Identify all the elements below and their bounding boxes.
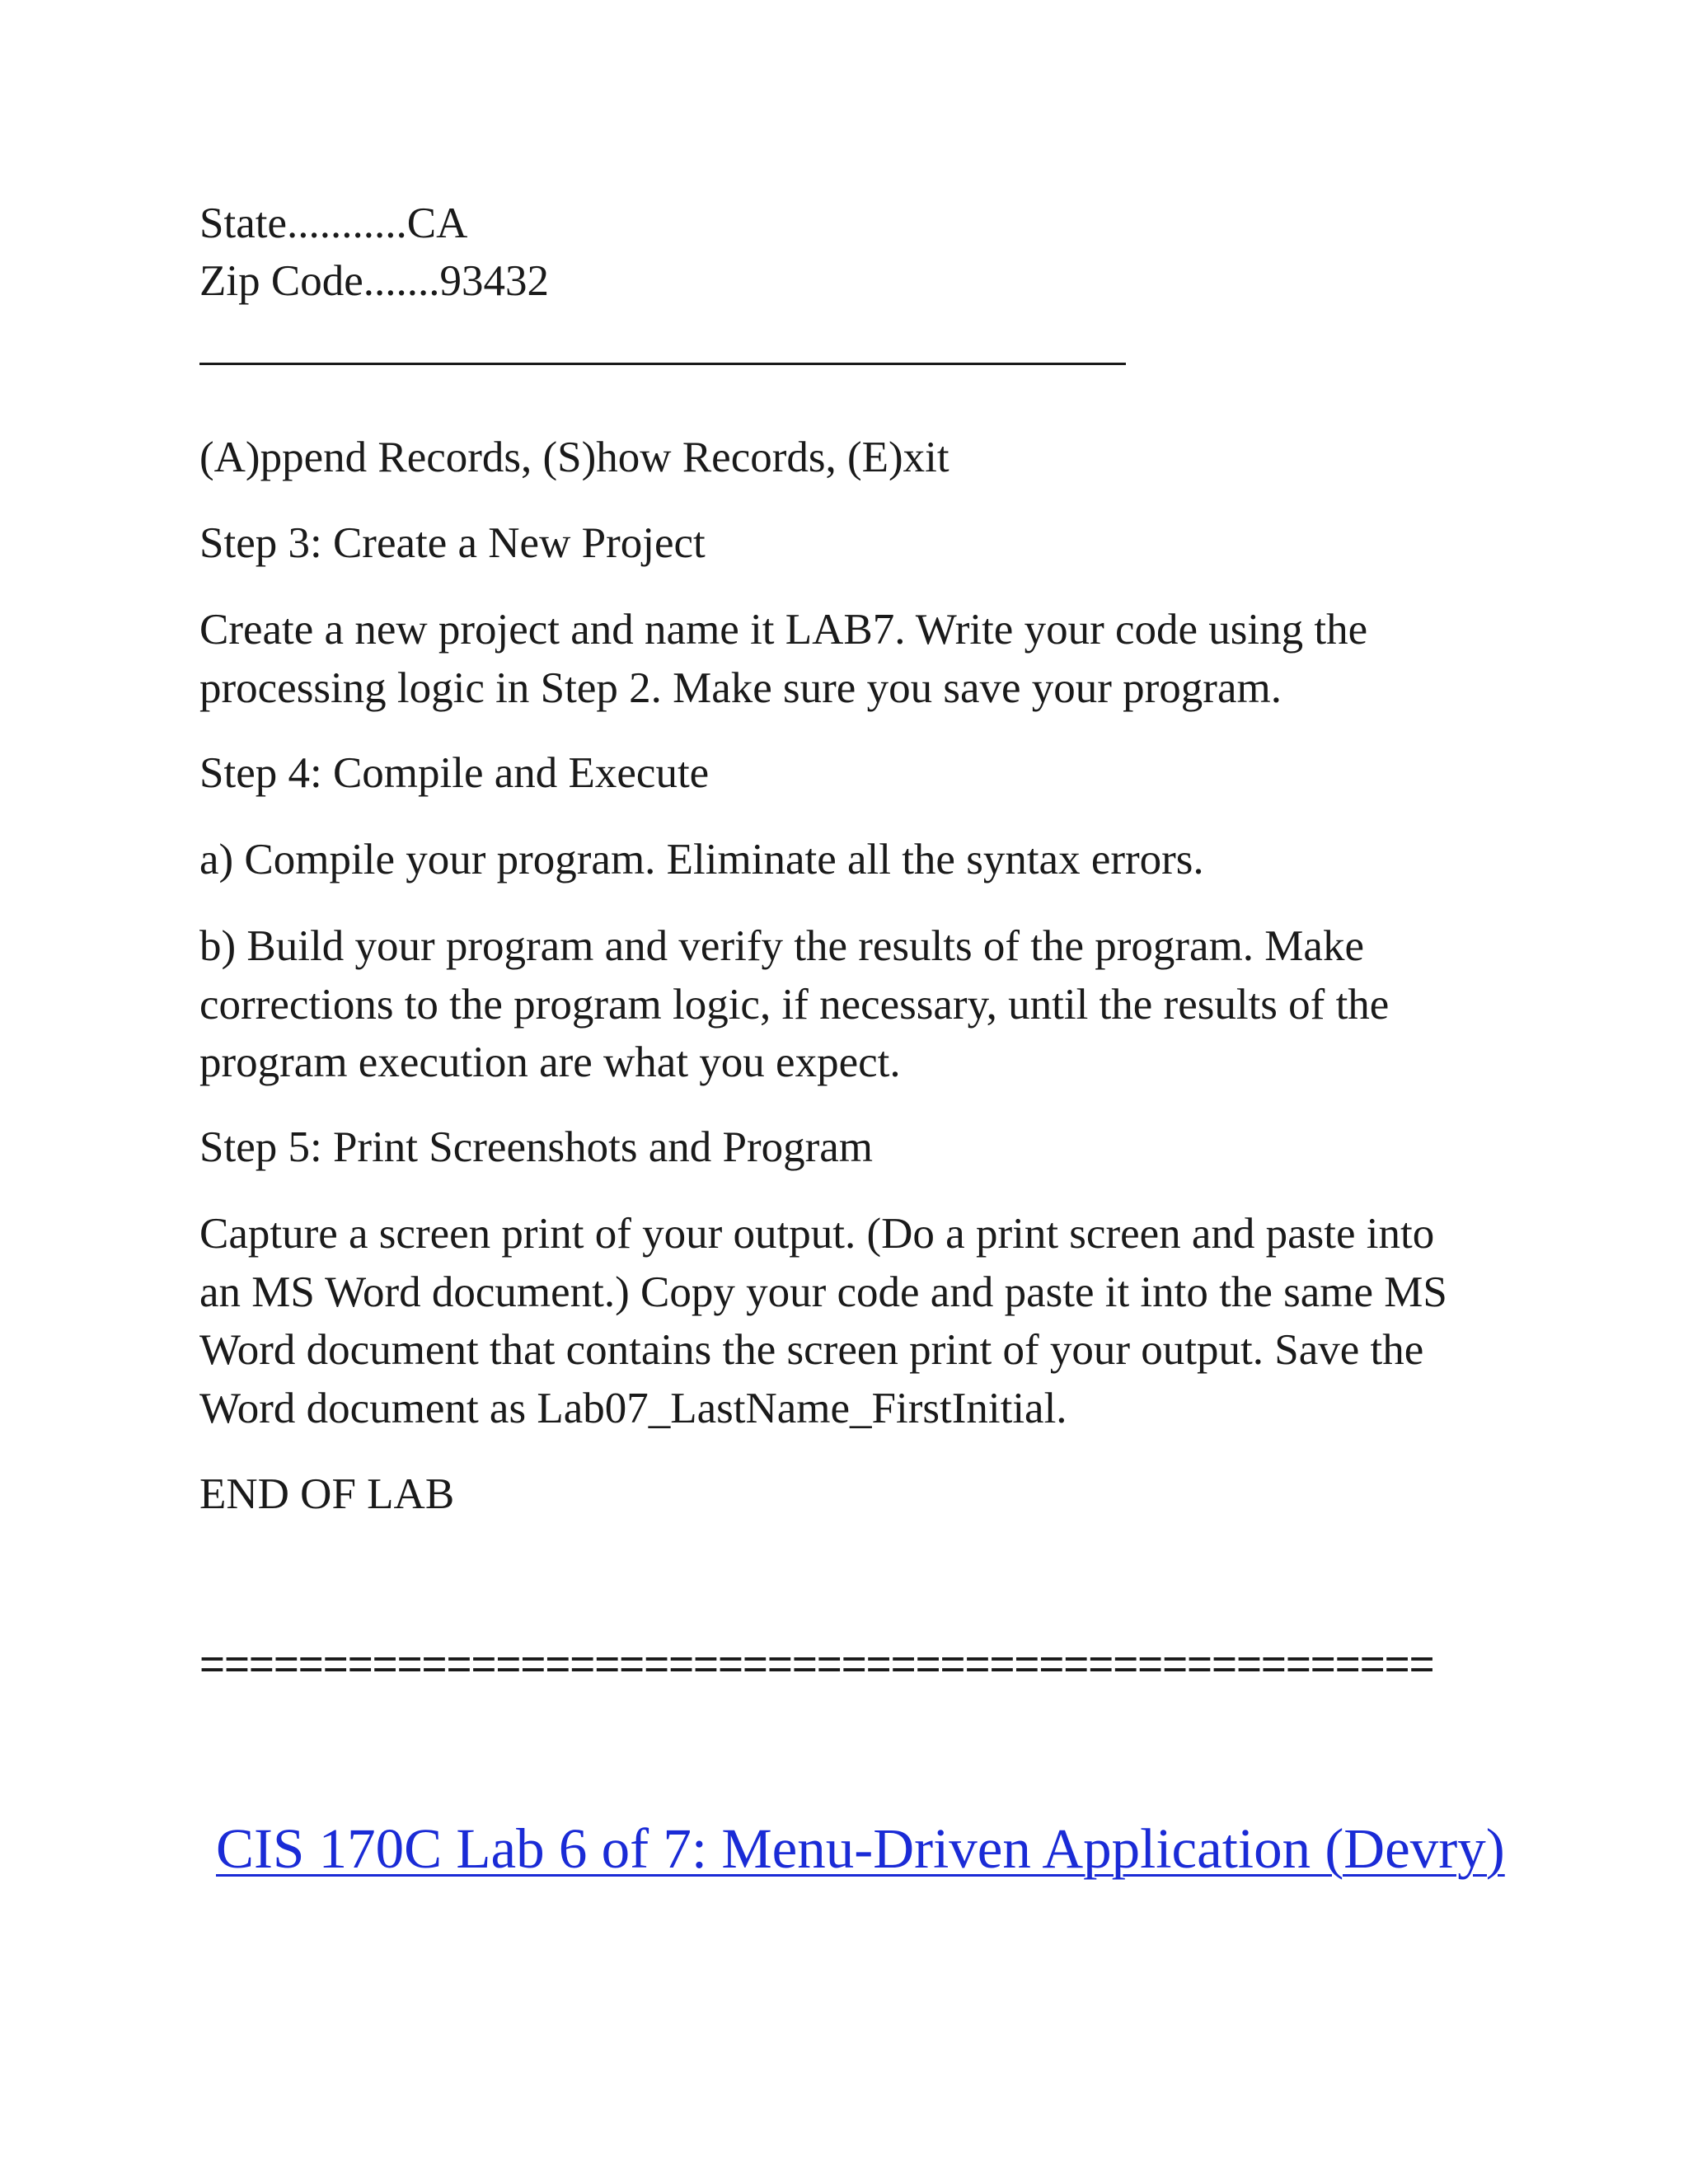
- state-line: State...........CA: [199, 199, 468, 247]
- paragraph-line: corrections to the program logic, if necessary, until the results of the: [199, 980, 1390, 1029]
- separator-line: ==================================================: [199, 1640, 1434, 1689]
- step3-heading: Step 3: Create a New Project: [199, 519, 706, 567]
- zip-code-line: Zip Code.......93432: [199, 257, 549, 305]
- paragraph-line: Word document as Lab07_LastName_FirstInitial.: [199, 1384, 1067, 1432]
- step3-paragraph: [199, 601, 1502, 717]
- paragraph-line: b) Build your program and verify the results of the program. Make: [199, 922, 1364, 970]
- step4-item-b: [199, 917, 1502, 1092]
- paragraph-line: Word document that contains the screen print of your output. Save the: [199, 1326, 1424, 1374]
- next-lab-link[interactable]: CIS 170C Lab 6 of 7: Menu-Driven Application (Devry): [216, 1817, 1505, 1880]
- step5-paragraph: [199, 1205, 1502, 1437]
- step5-heading: Step 5: Print Screenshots and Program: [199, 1123, 873, 1171]
- end-of-lab-text: END OF LAB: [199, 1470, 455, 1518]
- paragraph-line: Create a new project and name it LAB7. Write your code using the: [199, 606, 1368, 654]
- paragraph-line: processing logic in Step 2. Make sure you save your program.: [199, 663, 1282, 712]
- step4-item-a: a) Compile your program. Eliminate all the syntax errors.: [199, 836, 1204, 883]
- horizontal-rule: [199, 363, 1126, 365]
- menu-options-line: (A)ppend Records, (S)how Records, (E)xit: [199, 434, 950, 481]
- paragraph-line: program execution are what you expect.: [199, 1038, 901, 1086]
- paragraph-line: an MS Word document.) Copy your code and paste it into the same MS: [199, 1268, 1447, 1316]
- step4-heading: Step 4: Compile and Execute: [199, 749, 710, 797]
- paragraph-line: Capture a screen print of your output. (Do a print screen and paste into: [199, 1210, 1435, 1258]
